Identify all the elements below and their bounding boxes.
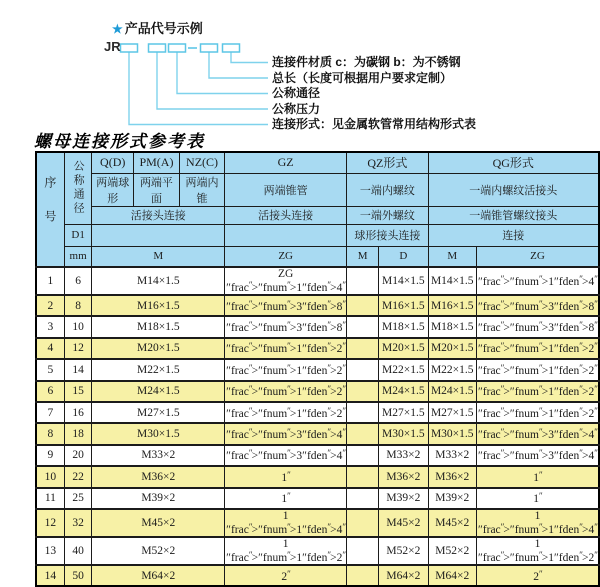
m-cell: M30×1.5: [92, 423, 225, 444]
qg-m-cell: M18×1.5: [428, 316, 476, 337]
dn-cell: 22: [64, 466, 92, 487]
header-qg-desc-b: 一端内螺纹活接头: [428, 173, 599, 206]
table-row: [36, 488, 599, 509]
table-row: [36, 423, 599, 444]
seq-cell: 2: [36, 295, 64, 316]
qz-d-cell: M64×2: [379, 565, 428, 586]
header-m-span: M: [92, 246, 225, 267]
header-desc-pm: 两端平面: [133, 173, 179, 206]
gz-cell: ″frac″>″fnum″>3″fden″>4″: [225, 445, 347, 466]
qg-zg-cell: ″frac″>″fnum″>1″fden″>2″: [476, 402, 599, 423]
qz-d-cell: M20×1.5: [379, 338, 428, 359]
seq-cell: 10: [36, 466, 64, 487]
m-cell: M39×2: [92, 488, 225, 509]
header-qg-desc-c: 一端锥管螺纹接头: [428, 206, 599, 224]
nut-connection-table: [35, 151, 600, 587]
header-zg-gz: ZG: [225, 246, 347, 267]
dn-cell: 40: [64, 537, 92, 565]
seq-cell: 11: [36, 488, 64, 509]
dn-cell: 14: [64, 359, 92, 380]
code-box: [169, 44, 186, 52]
header-col-q: Q(D): [92, 152, 134, 173]
qz-d-cell: M30×1.5: [379, 423, 428, 444]
qg-m-cell: M52×2: [428, 537, 476, 565]
m-cell: M45×2: [92, 509, 225, 537]
header-qz-desc-d: 球形接头连接: [347, 224, 428, 246]
dn-cell: 18: [64, 423, 92, 444]
table-row: [36, 509, 599, 537]
qz-d-cell: M14×1.5: [379, 267, 428, 295]
qg-m-cell: M24×1.5: [428, 381, 476, 402]
qz-m-cell: [347, 445, 379, 466]
code-label-connection: 连接形式：见金属软管常用结构形式表: [272, 117, 477, 131]
qg-m-cell: M36×2: [428, 466, 476, 487]
table-row: [36, 565, 599, 586]
header-d1: D1: [64, 224, 92, 246]
gz-cell: ″frac″>″fnum″>1″fden″>2″: [225, 359, 347, 380]
qg-zg-cell: 2″: [476, 565, 599, 586]
qg-zg-cell: ″frac″>″fnum″>3″fden″>8″: [476, 295, 599, 316]
m-cell: M64×2: [92, 565, 225, 586]
qg-m-cell: M27×1.5: [428, 402, 476, 423]
table-row: [36, 466, 599, 487]
header-qz-sub-m: M: [347, 246, 379, 267]
seq-cell: 1: [36, 267, 64, 295]
qg-zg-cell: 1 ″frac″>″fnum″>1″fden″>2″: [476, 537, 599, 565]
qg-zg-cell: ″frac″>″fnum″>1″fden″>2″: [476, 338, 599, 359]
header-col-pm: PM(A): [133, 152, 179, 173]
code-label-diameter: 公称通径: [272, 86, 321, 100]
seq-cell: 8: [36, 423, 64, 444]
seq-cell: 12: [36, 509, 64, 537]
m-cell: M52×2: [92, 537, 225, 565]
header-col-qg: QG形式: [428, 152, 599, 173]
qg-m-cell: M14×1.5: [428, 267, 476, 295]
qg-zg-cell: 1 ″frac″>″fnum″>1″fden″>4″: [476, 509, 599, 537]
qg-m-cell: M22×1.5: [428, 359, 476, 380]
gz-cell: 2″: [225, 565, 347, 586]
header-joint-gz: 活接头连接: [225, 206, 347, 224]
code-label-material: 连接件材质 c：为碳钢 b：为不锈钢: [272, 55, 461, 69]
m-cell: M20×1.5: [92, 338, 225, 359]
gz-cell: ″frac″>″fnum″>3″fden″>8″: [225, 316, 347, 337]
header-qg-sub-zg: ZG: [476, 246, 599, 267]
table-title: 螺母连接形式参考表: [34, 132, 205, 152]
table-row: [36, 381, 599, 402]
seq-cell: 9: [36, 445, 64, 466]
seq-cell: 4: [36, 338, 64, 359]
qz-d-cell: M39×2: [379, 488, 428, 509]
star-icon: ★: [112, 22, 123, 36]
qz-m-cell: [347, 359, 379, 380]
qg-zg-cell: ″frac″>″fnum″>3″fden″>4″: [476, 445, 599, 466]
m-cell: M24×1.5: [92, 381, 225, 402]
qz-d-cell: M33×2: [379, 445, 428, 466]
header-mm: mm: [64, 246, 92, 267]
qg-m-cell: M39×2: [428, 488, 476, 509]
header-desc-nz: 两端内锥: [179, 173, 224, 206]
qz-m-cell: [347, 402, 379, 423]
qg-m-cell: M64×2: [428, 565, 476, 586]
gz-cell: 1″: [225, 488, 347, 509]
qg-zg-cell: ″frac″>″fnum″>1″fden″>2″: [476, 359, 599, 380]
header-qz-desc-c: 一端外螺纹: [347, 206, 428, 224]
header-empty-qpn: [92, 224, 225, 246]
qz-d-cell: M24×1.5: [379, 381, 428, 402]
gz-cell: 1 ″frac″>″fnum″>1″fden″>2″: [226, 537, 346, 564]
m-cell: M18×1.5: [92, 316, 225, 337]
seq-cell: 5: [36, 359, 64, 380]
gz-cell: 1 ″frac″>″fnum″>1″fden″>4″: [226, 509, 346, 536]
qz-m-cell: [347, 565, 379, 586]
qz-d-cell: M27×1.5: [379, 402, 428, 423]
gz-cell: 1″: [225, 466, 347, 487]
gz-cell: ″frac″>″fnum″>3″fden″>4″: [225, 423, 347, 444]
gz-cell: ″frac″>″fnum″>3″fden″>8″: [225, 295, 347, 316]
qg-zg-cell: ″frac″>″fnum″>1″fden″>2″: [476, 381, 599, 402]
code-prefix: JR: [104, 39, 121, 54]
table-row: [36, 295, 599, 316]
code-box: [121, 44, 138, 52]
code-box: [223, 44, 240, 52]
qz-m-cell: [347, 295, 379, 316]
qg-m-cell: M30×1.5: [428, 423, 476, 444]
qg-zg-cell: ″frac″>″fnum″>3″fden″>8″: [476, 316, 599, 337]
qz-m-cell: [347, 537, 379, 565]
dn-cell: 16: [64, 402, 92, 423]
header-desc-gz: 两端锥管: [225, 173, 347, 206]
header-qz-desc-b: 一端内螺纹: [347, 173, 428, 206]
header-dn: 公称通径: [64, 152, 92, 224]
header-joint-qpn: 活接头连接: [92, 206, 225, 224]
header-col-qz: QZ形式: [347, 152, 428, 173]
dn-cell: 25: [64, 488, 92, 509]
seq-cell: 7: [36, 402, 64, 423]
table-row: [36, 316, 599, 337]
qz-d-cell: M22×1.5: [379, 359, 428, 380]
diagram-heading: [112, 18, 203, 37]
qg-m-cell: M45×2: [428, 509, 476, 537]
qz-d-cell: M18×1.5: [379, 316, 428, 337]
qg-m-cell: M33×2: [428, 445, 476, 466]
qg-m-cell: M16×1.5: [428, 295, 476, 316]
qz-m-cell: [347, 381, 379, 402]
dn-cell: 12: [64, 338, 92, 359]
header-qg-sub-m: M: [428, 246, 476, 267]
header-empty-gz: [225, 224, 347, 246]
seq-cell: 14: [36, 565, 64, 586]
table-row: [36, 359, 599, 380]
dn-cell: 6: [64, 267, 92, 295]
qz-d-cell: M36×2: [379, 466, 428, 487]
seq-cell: 13: [36, 537, 64, 565]
header-desc-q: 两端球形: [92, 173, 134, 206]
m-cell: M36×2: [92, 466, 225, 487]
qg-zg-cell: 1″: [476, 488, 599, 509]
table-row: [36, 402, 599, 423]
code-box: [201, 44, 218, 52]
m-cell: M16×1.5: [92, 295, 225, 316]
dn-cell: 50: [64, 565, 92, 586]
table-row: [36, 338, 599, 359]
table-row: [36, 445, 599, 466]
dn-cell: 8: [64, 295, 92, 316]
header-seq: 序号: [36, 152, 64, 267]
diagram-heading-text: 产品代号示例: [124, 21, 203, 36]
qz-d-cell: M16×1.5: [379, 295, 428, 316]
qg-zg-cell: ″frac″>″fnum″>1″fden″>4″: [476, 267, 599, 295]
seq-cell: 3: [36, 316, 64, 337]
table-row: [36, 537, 599, 565]
qg-m-cell: M20×1.5: [428, 338, 476, 359]
gz-cell: ZG ″frac″>″fnum″>1″fden″>4″: [226, 268, 346, 294]
dn-cell: 32: [64, 509, 92, 537]
qg-zg-cell: 1″: [476, 466, 599, 487]
code-box: [149, 44, 166, 52]
qz-m-cell: [347, 466, 379, 487]
qz-m-cell: [347, 423, 379, 444]
qz-m-cell: [347, 509, 379, 537]
qz-d-cell: M52×2: [379, 537, 428, 565]
m-cell: M33×2: [92, 445, 225, 466]
header-col-gz: GZ: [225, 152, 347, 173]
header-col-nz: NZ(C): [179, 152, 224, 173]
seq-cell: 6: [36, 381, 64, 402]
table-header: [36, 152, 599, 267]
dn-cell: 10: [64, 316, 92, 337]
table-row: [36, 267, 599, 295]
dn-cell: 15: [64, 381, 92, 402]
gz-cell: ″frac″>″fnum″>1″fden″>2″: [225, 338, 347, 359]
header-qz-sub-d: D: [379, 246, 428, 267]
gz-cell: ″frac″>″fnum″>1″fden″>2″: [225, 381, 347, 402]
header-qg-desc-d: 连接: [428, 224, 599, 246]
dn-cell: 20: [64, 445, 92, 466]
qg-zg-cell: ″frac″>″fnum″>3″fden″>4″: [476, 423, 599, 444]
qz-m-cell: [347, 338, 379, 359]
m-cell: M22×1.5: [92, 359, 225, 380]
code-label-pressure: 公称压力: [272, 101, 321, 116]
qz-m-cell: [347, 267, 379, 295]
code-label-length: 总长（长度可根据用户要求定制）: [272, 70, 453, 85]
m-cell: M14×1.5: [92, 267, 225, 295]
table-body: [36, 267, 599, 586]
qz-m-cell: [347, 488, 379, 509]
qz-m-cell: [347, 316, 379, 337]
gz-cell: ″frac″>″fnum″>1″fden″>2″: [225, 402, 347, 423]
m-cell: M27×1.5: [92, 402, 225, 423]
qz-d-cell: M45×2: [379, 509, 428, 537]
